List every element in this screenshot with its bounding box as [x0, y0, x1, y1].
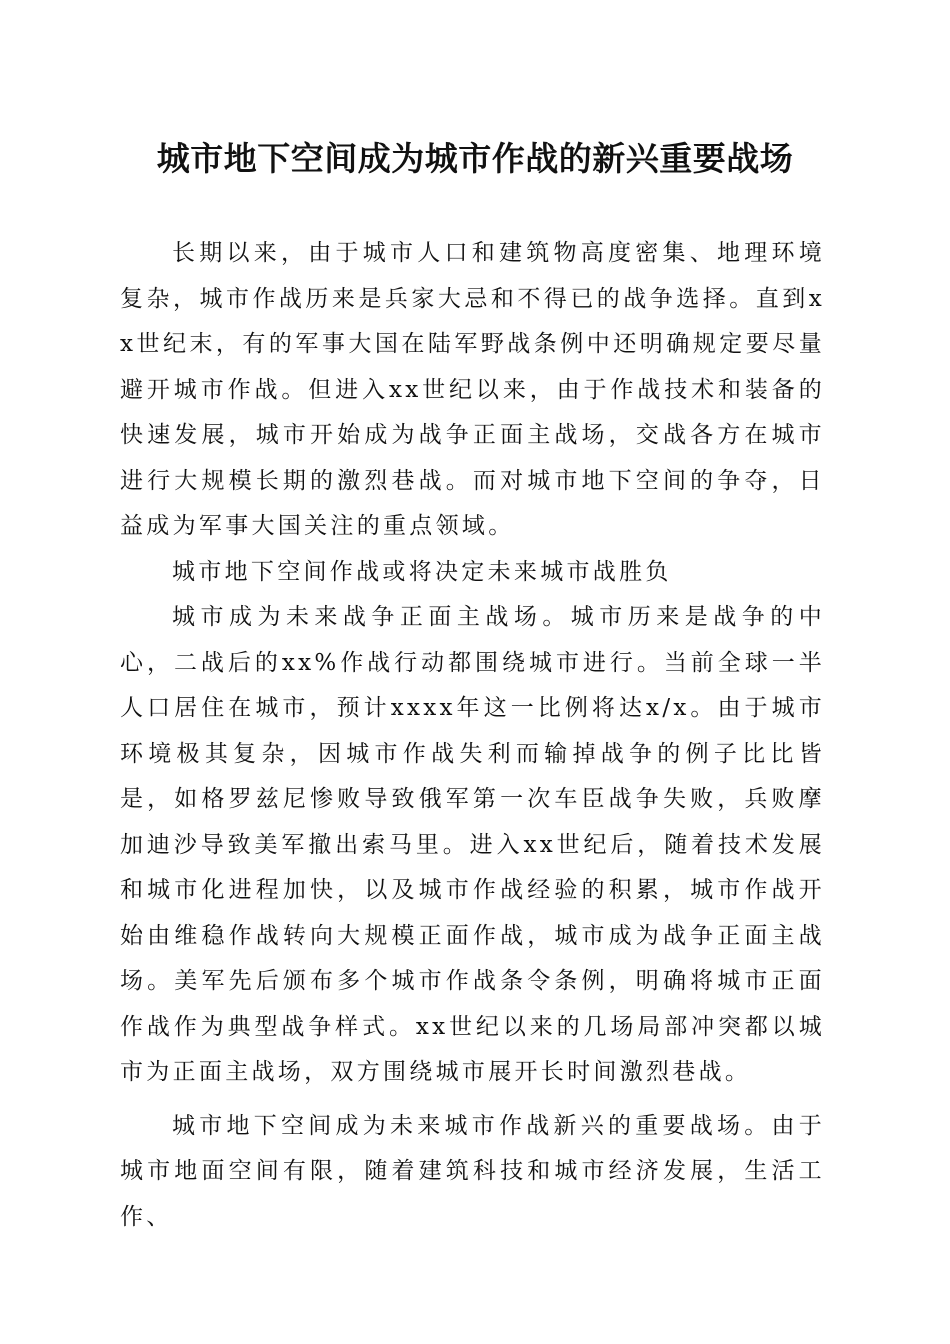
paragraph-underground-battlefield: 城市地下空间成为未来城市作战新兴的重要战场。由于城市地面空间有限，随着建筑科技和城市经济发展，生活工作、 — [120, 1112, 825, 1230]
document-body — [120, 231, 825, 1240]
paragraph-subheading: 城市地下空间作战或将决定未来城市战胜负 — [172, 558, 672, 585]
document-title: 城市地下空间成为城市作战的新兴重要战场 — [156, 139, 794, 178]
paragraph-intro: 长期以来，由于城市人口和建筑物高度密集、地理环境复杂，城市作战历来是兵家大忌和不得已的战争选择。直到xx世纪末，有的军事大国在陆军野战条例中还明确规定要尽量避开城市作战。但进入xx世纪以来，由于作战技术和装备的快速发展，城市开始成为战争正面主战场，交战各方在城市进行大规模长期的激烈巷战。而对城市地下空间的争夺，日益成为军事大国关注的重点领域。 — [120, 240, 825, 539]
paragraph-main-battlefield: 城市成为未来战争正面主战场。城市历来是战争的中心，二战后的xx%作战行动都围绕城市进行。当前全球一半人口居住在城市，预计xxxx年这一比例将达x/x。由于城市环境极其复杂，因城市作战失利而输掉战争的例子比比皆是，如格罗兹尼惨败导致俄军第一次车臣战争失败，兵败摩加迪沙导致美军撤出索马里。进入xx世纪后，随着技术发展和城市化进程加快，以及城市作战经验的积累，城市作战开始由维稳作战转向大规模正面作战，城市成为战争正面主战场。美军先后颁布多个城市作战条令条例，明确将城市正面作战作为典型战争样式。xx世纪以来的几场局部冲突都以城市为正面主战场，双方围绕城市展开长时间激烈巷战。 — [120, 604, 825, 1085]
